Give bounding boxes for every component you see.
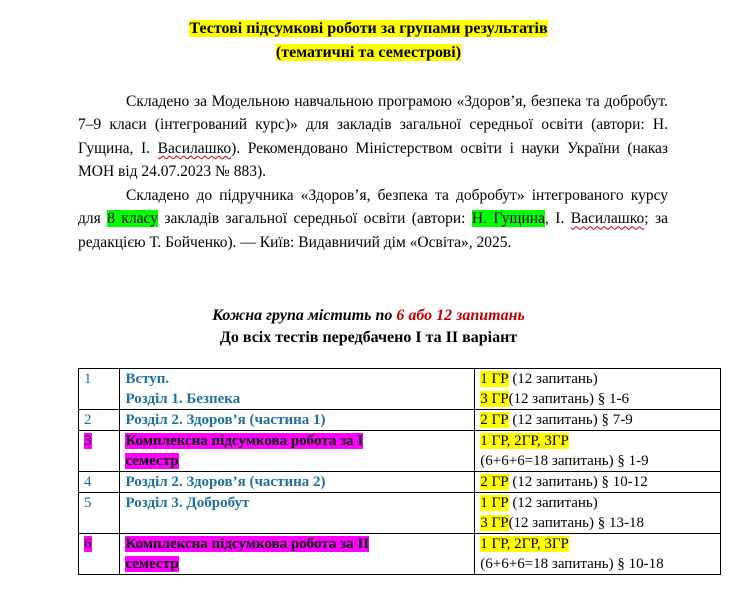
row-info	[475, 472, 721, 493]
row-number	[79, 534, 120, 575]
section-text: семестр	[125, 453, 179, 469]
p1-part1: Складено за Модельною навчальною програмою «Здоров’я, безпека та добробут. 7–9 класи (інтегрований курс)» для закладів загальної середньої освіти (автори: Н. Гущина, І.	[78, 93, 668, 157]
row-number-text: 3	[84, 433, 92, 449]
group-badge: 1 ГР, 2ГР, 3ГР	[480, 536, 569, 552]
group-badge: 1 ГР, 2ГР, 3ГР	[480, 433, 569, 449]
p2-part2: закладів загальної середньої освіти (автори:	[157, 210, 472, 228]
row-info	[475, 410, 721, 431]
info-line	[480, 534, 715, 554]
row-info	[475, 534, 721, 575]
group-badge: 1 ГР	[480, 495, 509, 511]
row-section: Розділ 2. Здоров’я (частина 2)	[120, 472, 475, 493]
title-line1-text: Тестові підсумкові роботи за групами результатів	[189, 20, 548, 37]
group-badge: 2 ГР	[480, 412, 509, 428]
paragraph-program-source	[78, 90, 668, 184]
document-title-line1	[0, 18, 737, 40]
groups-table	[78, 368, 721, 575]
p2-author1-highlight: Н. Гущина	[471, 210, 545, 228]
info-text: (12 запитань) § 7-9	[508, 412, 633, 428]
section-line: Розділ 1. Безпека	[125, 391, 241, 407]
section-line	[125, 554, 469, 574]
section-line	[125, 451, 469, 471]
p2-author2-spellcheck: Василашко	[570, 210, 645, 228]
paragraph-textbook-source	[78, 184, 668, 254]
row-section: Розділ 2. Здоров’я (частина 1)	[120, 410, 475, 431]
p2-part3: , І.	[544, 210, 571, 228]
info-line	[480, 431, 715, 451]
section-line	[125, 534, 469, 554]
row-number	[79, 431, 120, 472]
group-badge: 3 ГР	[480, 515, 509, 531]
info-line	[480, 389, 715, 409]
info-line	[480, 493, 715, 513]
table-row	[79, 534, 721, 575]
row-number: 1	[79, 369, 120, 410]
row-info	[475, 493, 721, 534]
info-line: (6+6+6=18 запитань) § 10-18	[480, 556, 664, 572]
table-row	[79, 410, 721, 431]
info-text: (12 запитань) § 10-12	[508, 474, 648, 490]
info-line	[480, 513, 715, 533]
row-section	[120, 369, 475, 410]
row-section: Розділ 3. Добробут	[120, 493, 475, 534]
row-number: 2	[79, 410, 120, 431]
title-line2-text: (тематичні та семестрові)	[275, 44, 462, 61]
info-line	[480, 369, 715, 389]
note-questions-per-group	[0, 305, 737, 327]
group-badge: 3 ГР	[480, 391, 509, 407]
section-line	[125, 431, 469, 451]
row-info	[475, 431, 721, 472]
info-text: (12 запитань)	[508, 371, 598, 387]
note-variants: До всіх тестів передбачено І та ІІ варіант	[219, 329, 518, 346]
p2-part1: Складено до підручника «Здоров’я, безпека та добробут» інтегрованого курсу для	[78, 187, 668, 228]
row-section	[120, 431, 475, 472]
row-number-text: 6	[84, 536, 92, 552]
table-row	[79, 493, 721, 534]
group-badge: 1 ГР	[480, 371, 509, 387]
row-number: 5	[79, 493, 120, 534]
table-row	[79, 369, 721, 410]
row-info	[475, 369, 721, 410]
document-title-line2	[0, 42, 737, 64]
note1-prefix: Кожна група містить по	[212, 307, 397, 324]
p2-part4: ; за редакцією Т. Бойченко). — Київ: Видавничий дім «Освіта», 2025.	[78, 210, 668, 251]
section-text: Комплексна підсумкова робота за ІІ	[125, 536, 370, 552]
table-row	[79, 431, 721, 472]
row-number: 4	[79, 472, 120, 493]
note1-red-count: 6 або 12 запитань	[396, 307, 525, 324]
info-text: (12 запитань) § 1-6	[508, 391, 630, 407]
info-text: (12 запитань)	[508, 495, 598, 511]
section-text: семестр	[125, 556, 179, 572]
section-line: Вступ.	[125, 371, 170, 387]
row-section	[120, 534, 475, 575]
info-line: (6+6+6=18 запитань) § 1-9	[480, 453, 649, 469]
table-row	[79, 472, 721, 493]
p2-class-highlight: 8 класу	[107, 210, 158, 228]
p1-author-spellcheck: Василашко	[157, 139, 232, 157]
group-badge: 2 ГР	[480, 474, 509, 490]
p1-part2: ). Рекомендовано Міністерством освіти і науки України (наказ МОН від 24.07.2023 № 883).	[78, 139, 668, 181]
section-text: Комплексна підсумкова робота за І	[125, 433, 364, 449]
info-text: (12 запитань) § 13-18	[508, 515, 645, 531]
